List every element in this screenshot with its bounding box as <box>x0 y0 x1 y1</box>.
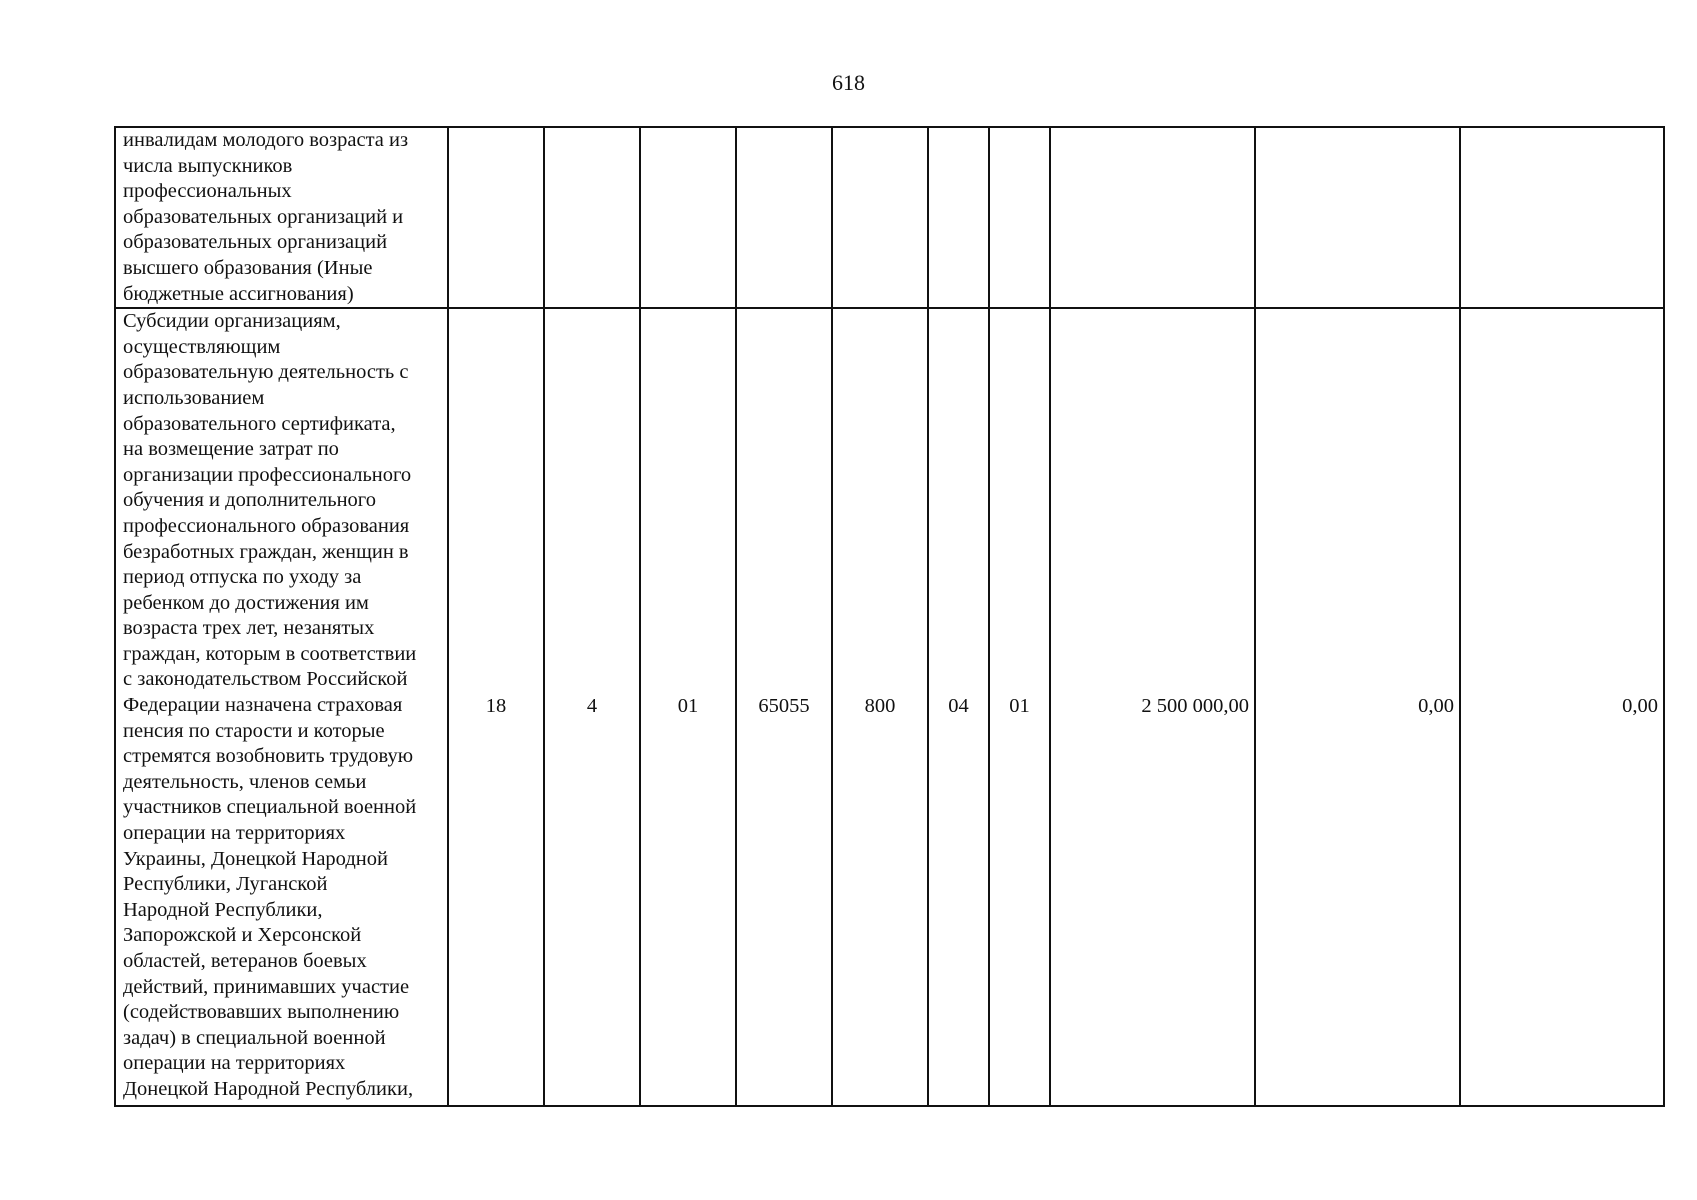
code-cell: 65055 <box>736 308 832 1106</box>
table-row <box>115 127 1664 308</box>
amount-cell: 2 500 000,00 <box>1050 308 1255 1106</box>
code-cell <box>832 127 928 308</box>
code-cell <box>989 127 1050 308</box>
code-cell: 800 <box>832 308 928 1106</box>
code-cell: 18 <box>448 308 544 1106</box>
table-row <box>115 308 1664 1106</box>
code-cell: 4 <box>544 308 640 1106</box>
code-cell: 04 <box>928 308 989 1106</box>
page-number: 618 <box>832 70 865 95</box>
code-cell: 01 <box>640 308 736 1106</box>
amount-cell <box>1460 127 1664 308</box>
code-cell <box>736 127 832 308</box>
code-cell <box>448 127 544 308</box>
amount-cell: 0,00 <box>1255 308 1460 1106</box>
code-cell <box>544 127 640 308</box>
amount-cell <box>1255 127 1460 308</box>
budget-table <box>114 126 1665 1107</box>
description-cell: инвалидам молодого возраста из числа выпускников профессиональных образовательных организаций и образовательных организаций высшего образования (Иные бюджетные ассигнования) <box>115 127 448 308</box>
code-cell <box>640 127 736 308</box>
code-cell: 01 <box>989 308 1050 1106</box>
amount-cell: 0,00 <box>1460 308 1664 1106</box>
amount-cell <box>1050 127 1255 308</box>
code-cell <box>928 127 989 308</box>
description-cell: Субсидии организациям, осуществляющим образовательную деятельность с использованием образовательного сертификата, на возмещение затрат по организации профессионального обучения и дополнительного профессионального образования безработных граждан, женщин в период отпуска по уходу за ребенком до достижения им возраста трех лет, незанятых граждан, которым в соответствии с законодательством Российской Федерации назначена страховая пенсия по старости и которые стремятся возобновить трудовую деятельность, членов семьи участников специальной военной операции на территориях Украины, Донецкой Народной Республики, Луганской Народной Республики, Запорожской и Херсонской областей, ветеранов боевых действий, принимавших участие (содействовавших выполнению задач) в специальной военной операции на территориях Донецкой Народной Республики, <box>115 308 448 1106</box>
